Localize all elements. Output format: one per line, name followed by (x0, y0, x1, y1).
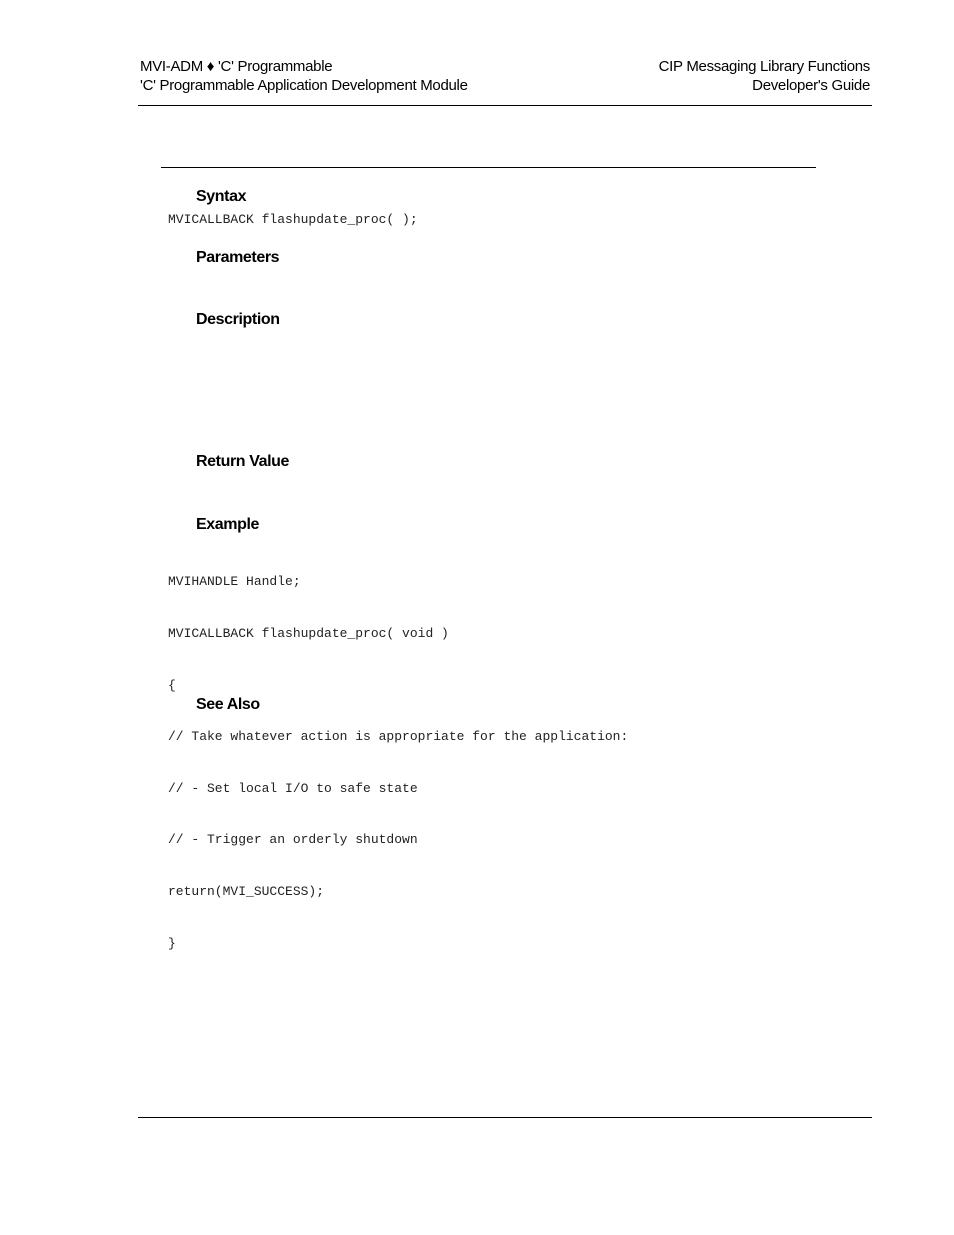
example-code-line: { (168, 677, 176, 693)
page-header (140, 57, 870, 97)
footer-divider (138, 1117, 872, 1118)
example-code-line: } (168, 935, 176, 951)
parameters-heading: Parameters (196, 249, 280, 266)
header-chapter-title: CIP Messaging Library Functions (658, 58, 870, 75)
example-code-line: // - Set local I/O to safe state (168, 780, 418, 796)
function-section-rule (161, 167, 816, 168)
description-heading: Description (196, 311, 280, 328)
header-left (140, 57, 468, 95)
return-value-heading: Return Value (196, 453, 290, 470)
example-code-line: MVIHANDLE Handle; (168, 574, 301, 590)
header-product-subtitle: 'C' Programmable Application Development Module (140, 77, 468, 94)
syntax-code: MVICALLBACK flashupdate_proc( ); (168, 212, 418, 227)
header-divider (138, 105, 872, 106)
example-code-line: // - Trigger an orderly shutdown (168, 832, 418, 848)
example-code-line: return(MVI_SUCCESS); (168, 884, 325, 900)
syntax-heading: Syntax (196, 188, 247, 205)
example-code-line: MVICALLBACK flashupdate_proc( void ) (168, 626, 449, 642)
example-code-block (168, 539, 628, 969)
header-product-title: MVI-ADM ♦ 'C' Programmable (140, 58, 333, 75)
example-code-line: // Take whatever action is appropriate for the application: (168, 729, 629, 745)
header-guide-title: Developer's Guide (752, 77, 870, 94)
see-also-heading: See Also (196, 696, 260, 713)
example-heading: Example (196, 516, 260, 533)
header-right (659, 57, 870, 95)
